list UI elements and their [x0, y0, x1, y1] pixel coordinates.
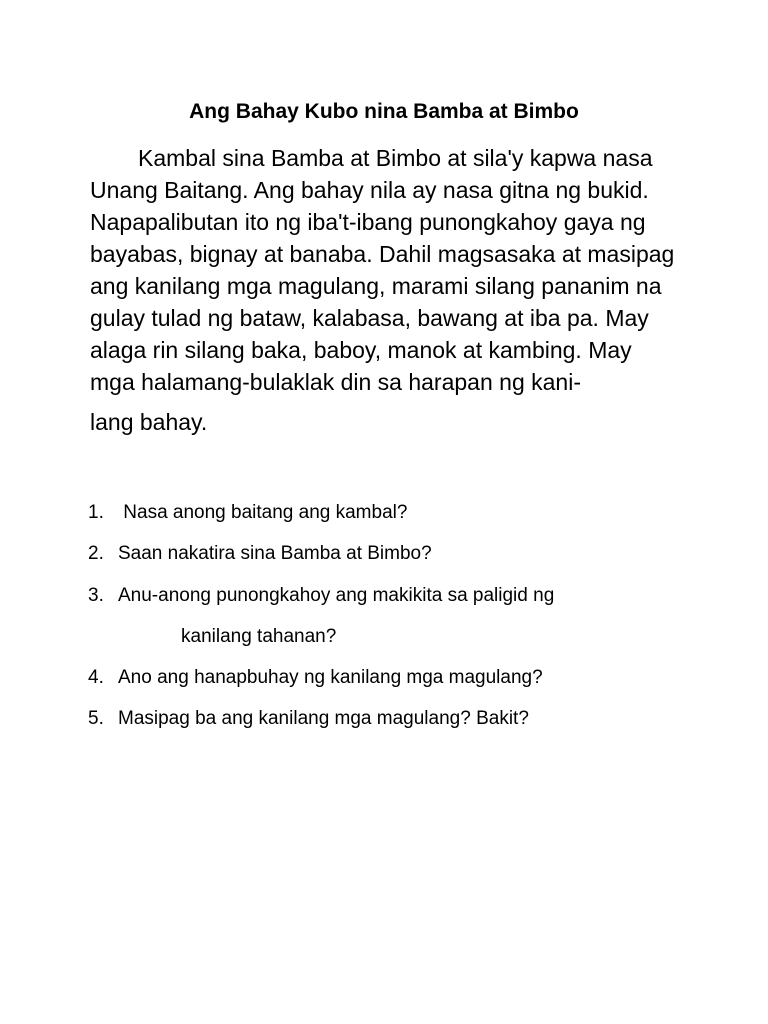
- question-4: [88, 665, 543, 691]
- question-4-text: Ano ang hanapbuhay ng kanilang mga magulang?: [118, 667, 543, 688]
- question-5-number: 5.: [88, 708, 104, 729]
- story-line-3: Napapalibutan ito ng iba't-ibang punongkahoy gaya ng: [90, 209, 646, 235]
- story-line-2: Unang Baitang. Ang bahay nila ay nasa gitna ng bukid.: [90, 177, 649, 203]
- question-3-number: 3.: [88, 585, 104, 606]
- document-title: Ang Bahay Kubo nina Bamba at Bimbo: [189, 100, 579, 123]
- question-3-continuation: kanilang tahanan?: [181, 626, 337, 647]
- question-2: [88, 541, 432, 567]
- question-1-text: Nasa anong baitang ang kambal?: [118, 502, 408, 523]
- story-line-5: ang kanilang mga magulang, marami silang pananim na: [90, 273, 662, 299]
- story-line-7: alaga rin silang baka, baboy, manok at kambing. May: [90, 337, 632, 363]
- story-line-1: [90, 142, 690, 174]
- question-2-number: 2.: [88, 543, 104, 564]
- question-5: [88, 706, 529, 732]
- story-line-6: gulay tulad ng bataw, kalabasa, bawang at iba pa. May: [90, 305, 649, 331]
- question-4-number: 4.: [88, 667, 104, 688]
- question-1-number: 1.: [88, 502, 104, 523]
- question-3: [88, 583, 554, 609]
- question-2-text: Saan nakatira sina Bamba at Bimbo?: [118, 543, 432, 564]
- story-line-8: mga halamang-bulaklak din sa harapan ng kani-: [90, 369, 581, 395]
- story-line-1-text: Kambal sina Bamba at Bimbo at sila'y kapwa nasa: [138, 145, 653, 171]
- story-line-9: lang bahay.: [90, 409, 208, 435]
- question-1: [88, 500, 407, 526]
- question-3-text: Anu-anong punongkahoy ang makikita sa paligid ng: [118, 585, 555, 606]
- question-5-text: Masipag ba ang kanilang mga magulang? Bakit?: [118, 708, 529, 729]
- story-line-4: bayabas, bignay at banaba. Dahil magsasaka at masipag: [90, 241, 675, 267]
